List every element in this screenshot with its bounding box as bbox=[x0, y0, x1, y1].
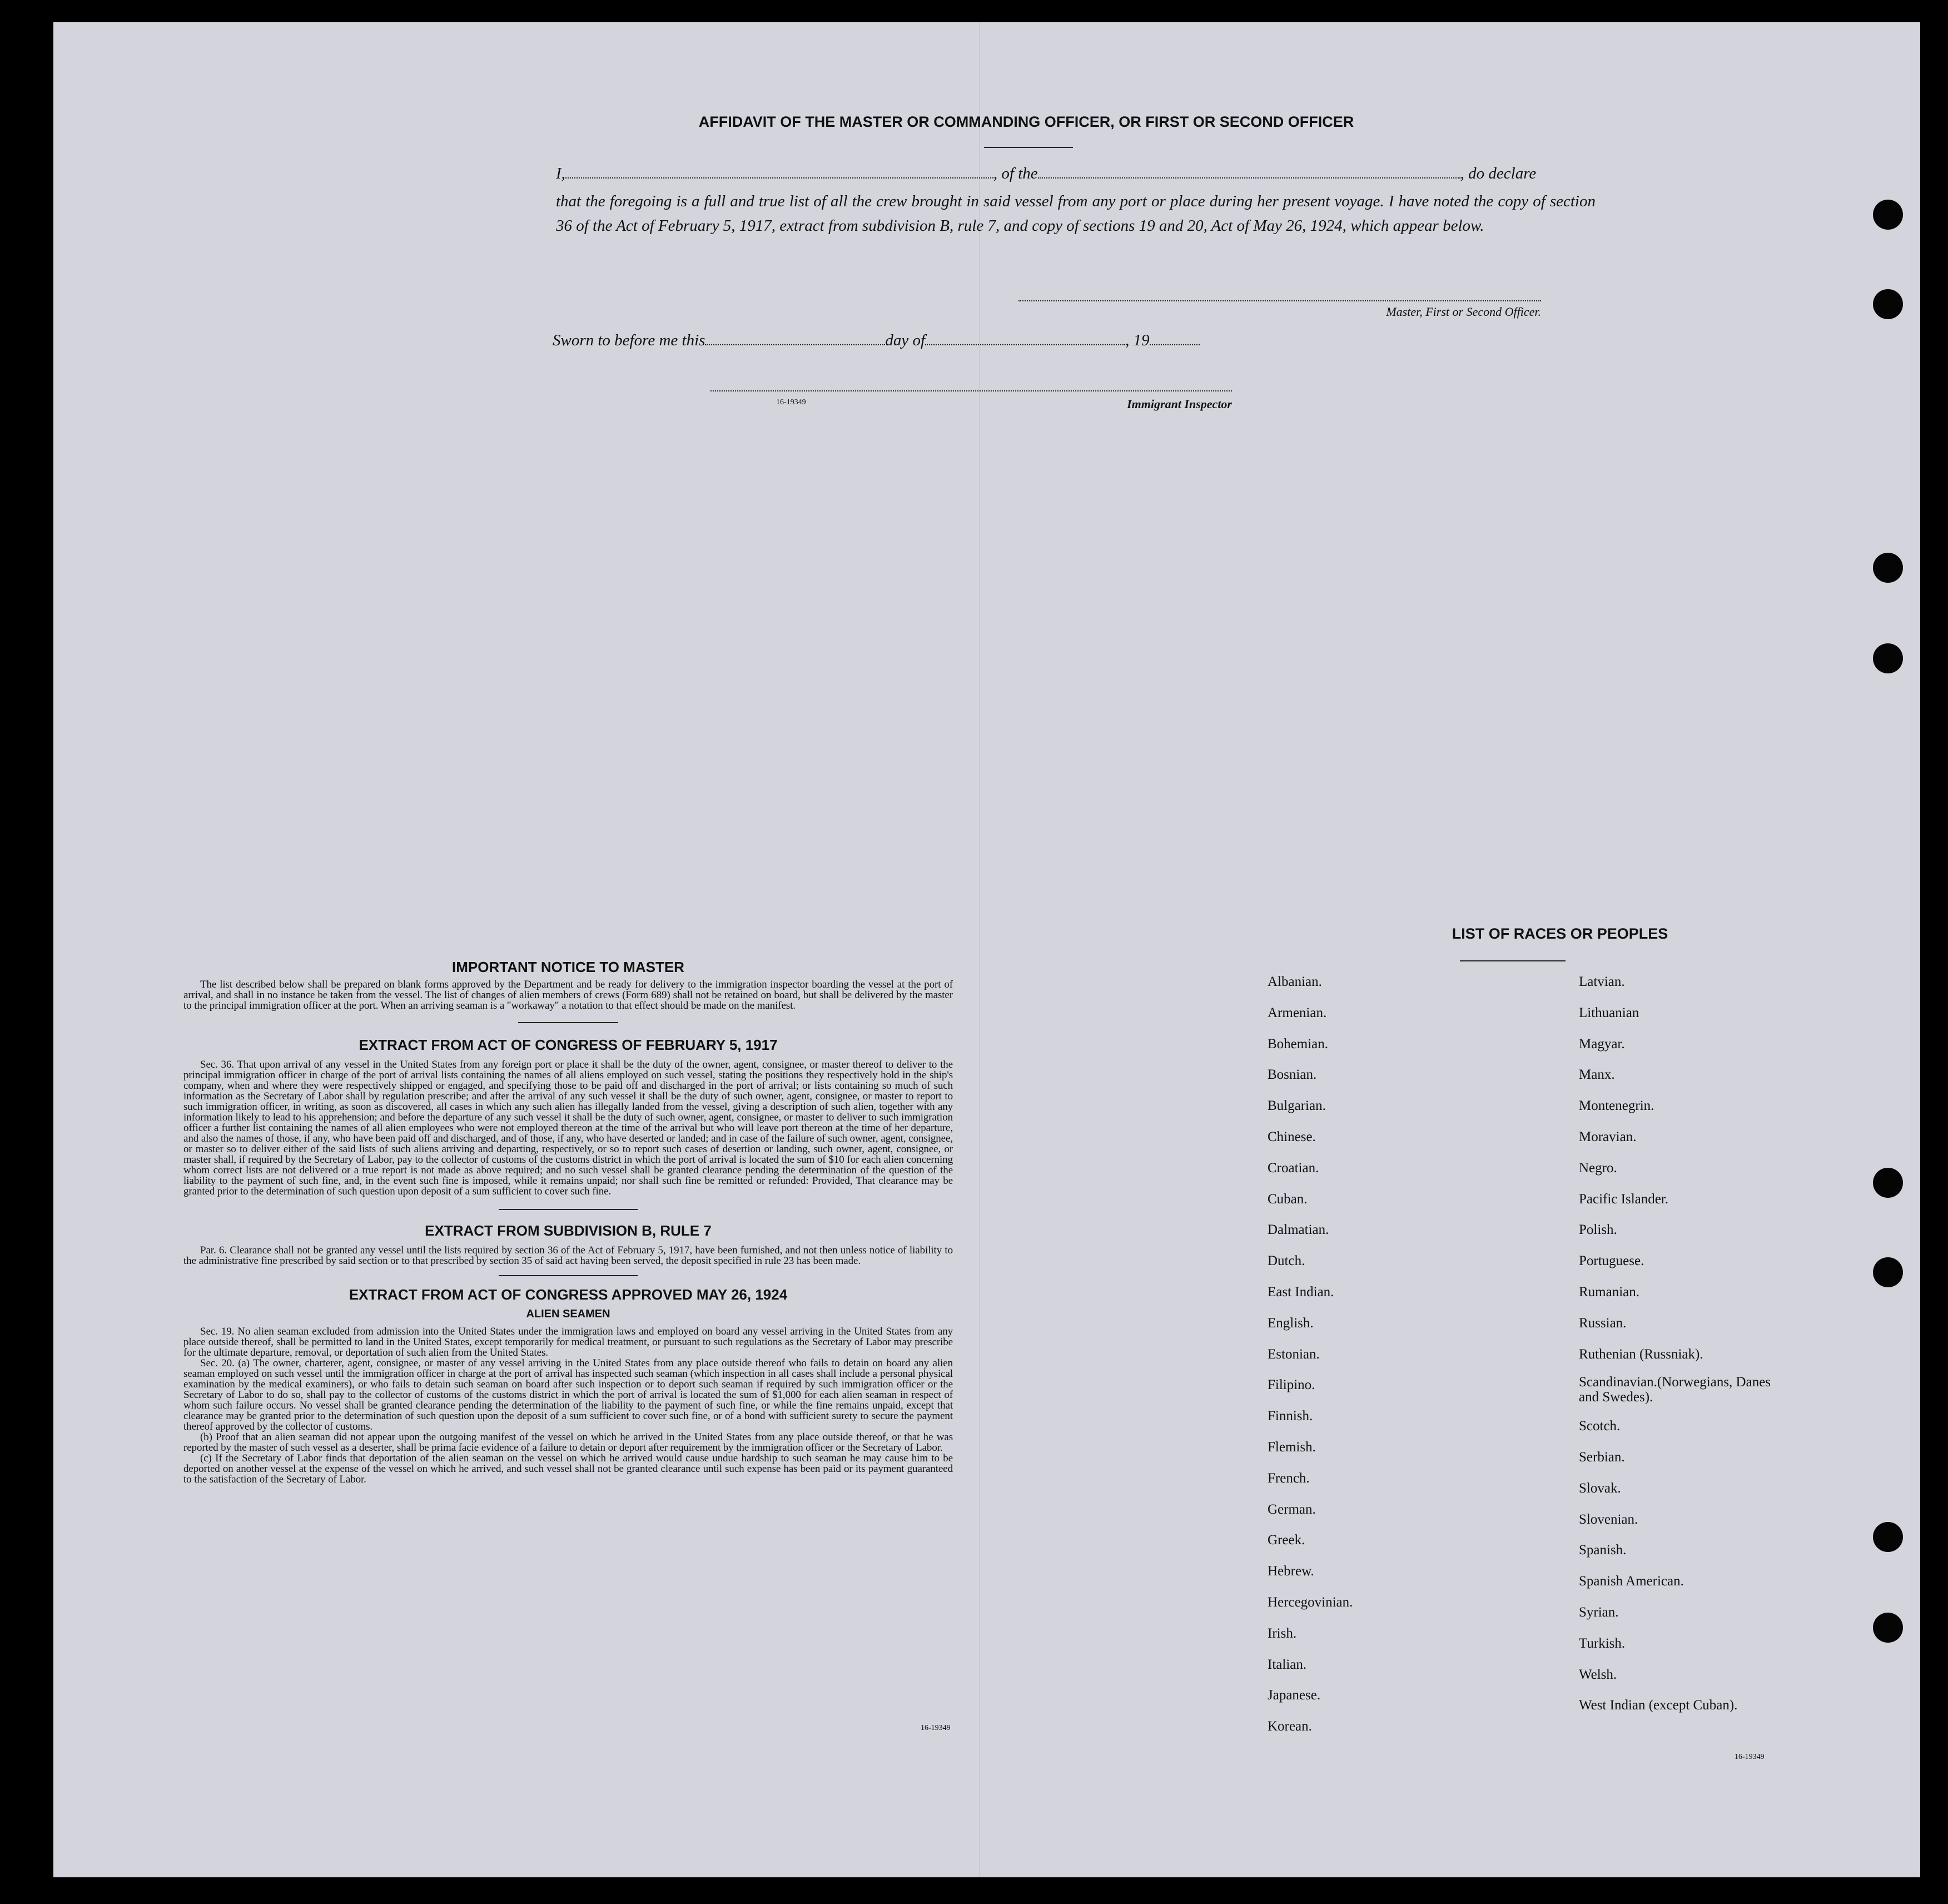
i-label: I, bbox=[556, 165, 565, 182]
punch-hole bbox=[1873, 553, 1903, 583]
race-item: West Indian (except Cuban). bbox=[1579, 1698, 1738, 1713]
race-item: Cuban. bbox=[1268, 1191, 1308, 1207]
race-item: English. bbox=[1268, 1315, 1314, 1331]
race-item: Welsh. bbox=[1579, 1667, 1617, 1682]
races-title-rule bbox=[1460, 960, 1566, 961]
race-item: Flemish. bbox=[1268, 1440, 1316, 1455]
declaration-line bbox=[539, 165, 1536, 183]
notice-title: IMPORTANT NOTICE TO MASTER bbox=[452, 959, 684, 975]
punch-hole bbox=[1873, 1257, 1903, 1287]
race-item: Chinese. bbox=[1268, 1129, 1316, 1144]
declaration-text: that the foregoing is a full and true list of all the crew brought in said vessel from any port or place during her present voyage. I have noted the copy of section 36 of the Act of February 5, 1917, extract from subdivision B, rule 7, and copy of sections 19 and 20, Act of May 26, 1924, which appear below. bbox=[556, 192, 1596, 235]
race-item: Russian. bbox=[1579, 1315, 1627, 1331]
inspector-caption: Immigrant Inspector bbox=[1127, 397, 1232, 411]
extract-1924-title: EXTRACT FROM ACT OF CONGRESS APPROVED MAY 26, 1924 bbox=[349, 1286, 788, 1303]
notice-column bbox=[183, 959, 953, 1485]
races-title: LIST OF RACES OR PEOPLES bbox=[1452, 925, 1668, 942]
affidavit-title: AFFIDAVIT OF THE MASTER OR COMMANDING OFFICER, OR FIRST OR SECOND OFFICER bbox=[698, 113, 1354, 130]
document-sheet bbox=[53, 22, 1920, 1877]
extract-1917-body: Sec. 36. That upon arrival of any vessel in the United States from any foreign port or place it shall be the duty of the owner, agent, consignee, or master thereof to deliver to the principal immigration officer in charge of the port of arrival lists containing the names of all aliens employed on such vessel, stating the positions they respectively hold in the ship's company, when and where they were respectively shipped or engaged, and specifying those to be paid off and discharged in the port of arrival; or lists containing so much of such information as the Secretary of Labor shall by regulation prescribe; and after the arrival of any such vessel it shall be the duty of such owner, agent, consignee, or master to report to such immigration officer, in writing, as soon as discovered, all cases in which any such alien has illegally landed from the vessel, giving a description of such alien, together with any information likely to lead to his apprehension; and before the departure of any such vessel it shall be the duty of such owner, agent, consignee, or master to deliver to such immigration officer a further list containing the names of all alien employees who were not employed thereon at the time of the arrival but who will leave port thereon at the time of her departure, and also the names of those, if any, who have been paid off and discharged, and of those, if any, who have deserted or landed; and in case of the failure of such owner, agent, consignee, or master so to deliver either of the said lists of such aliens arriving and departing, respectively, or so to report such cases of desertion or landing, such owner, agent, consignee, or master shall, if required by the Secretary of Labor, pay to the collector of customs of the customs district in which the port of arrival is located the sum of $10 for each alien concerning whom correct lists are not delivered or a true report is not made as above required; and no such vessel shall be granted clearance pending the determination of the question of the liability to the payment of such fine, and, in the event such fine is imposed, while it remains unpaid; nor shall such fine be remitted or refunded: Provided, That clearance may be granted prior to the determination of such question upon deposit of a sum sufficient to cover such fine. bbox=[183, 1059, 953, 1197]
master-caption: Master, First or Second Officer. bbox=[1386, 305, 1541, 319]
race-item: Spanish. bbox=[1579, 1543, 1627, 1558]
race-item: French. bbox=[1268, 1470, 1310, 1486]
form-number: 16-19349 bbox=[776, 398, 806, 406]
race-item: Dutch. bbox=[1268, 1253, 1305, 1269]
race-item: Bulgarian. bbox=[1268, 1098, 1326, 1114]
race-item: Bohemian. bbox=[1268, 1036, 1329, 1052]
race-item: Ruthenian (Russniak). bbox=[1579, 1346, 1703, 1362]
inspector-signature-line[interactable] bbox=[710, 389, 1232, 391]
race-item: Filipino. bbox=[1268, 1377, 1315, 1393]
notice-body: The list described below shall be prepared on blank forms approved by the Department and be ready for delivery to the immigration inspector boarding the vessel at the port of arrival, and shall in no instance be taken from the vessel. The list of changes of alien members of crews (Form 689) shall not be retained on board, but shall be delivered by the master to the principal immigration officer at the port. When an arriving seaman is a "workaway" a notation to that effect should be made on the manifest. bbox=[183, 979, 953, 1012]
section-rule bbox=[499, 1209, 638, 1210]
race-item: Polish. bbox=[1579, 1222, 1617, 1238]
sec-20c: (c) If the Secretary of Labor finds that deportation of the alien seaman on the vessel on which he arrived would cause undue hardship to such seaman he may cause him to be deported on another vessel at the expense of the vessel on which he arrived, and such vessel shall not be granted clearance until such expense has been paid or its payment guaranteed to the satisfaction of the Secretary of Labor. bbox=[183, 1452, 953, 1485]
race-item: Negro. bbox=[1579, 1160, 1617, 1176]
sworn-label: Sworn to before me this bbox=[553, 331, 705, 349]
master-signature-line[interactable] bbox=[1018, 299, 1541, 301]
race-item: Lithuanian bbox=[1579, 1005, 1639, 1020]
year-field[interactable] bbox=[1150, 332, 1200, 345]
punch-hole bbox=[1873, 1522, 1903, 1552]
punch-hole bbox=[1873, 289, 1903, 319]
punch-hole bbox=[1873, 1613, 1903, 1643]
race-item: Latvian. bbox=[1579, 974, 1625, 989]
race-item: Spanish American. bbox=[1579, 1574, 1684, 1589]
race-item: Hebrew. bbox=[1268, 1564, 1314, 1579]
name-field[interactable] bbox=[565, 165, 993, 178]
race-item: East Indian. bbox=[1268, 1285, 1334, 1300]
vessel-field[interactable] bbox=[1038, 165, 1460, 178]
race-item: Scotch. bbox=[1579, 1419, 1621, 1434]
race-item: Scandinavian.(Norwegians, Danes and Swedes). bbox=[1579, 1375, 1771, 1405]
race-item: Turkish. bbox=[1579, 1635, 1626, 1651]
year-label: , 19 bbox=[1125, 331, 1150, 349]
race-item: Italian. bbox=[1268, 1657, 1307, 1672]
punch-hole bbox=[1873, 200, 1903, 230]
month-field[interactable] bbox=[925, 332, 1125, 345]
extract-form-number: 16-19349 bbox=[921, 1724, 951, 1732]
do-declare-label: , do declare bbox=[1460, 165, 1537, 182]
race-item: Serbian. bbox=[1579, 1450, 1625, 1465]
sec-20b: (b) Proof that an alien seaman did not appear upon the outgoing manifest of the vessel on which he arrived in the United States from any place outside thereof, or that he was reported by the master of such vessel as a deserter, shall be prima facie evidence of a failure to detain or deport after requirement by the immigration officer or the Secretary of Labor. bbox=[183, 1431, 953, 1454]
race-item: Dalmatian. bbox=[1268, 1222, 1329, 1238]
race-item: Pacific Islander. bbox=[1579, 1191, 1669, 1207]
race-item: Albanian. bbox=[1268, 974, 1322, 989]
race-item: Finnish. bbox=[1268, 1409, 1313, 1424]
day-field[interactable] bbox=[705, 332, 885, 345]
section-rule bbox=[499, 1275, 638, 1276]
day-of-label: day of bbox=[885, 331, 926, 349]
race-item: Armenian. bbox=[1268, 1005, 1327, 1020]
race-item: Manx. bbox=[1579, 1067, 1615, 1083]
page-fold bbox=[979, 22, 980, 1877]
race-item: Japanese. bbox=[1268, 1688, 1321, 1703]
extract-1924-subtitle: ALIEN SEAMEN bbox=[526, 1308, 610, 1320]
punch-hole bbox=[1873, 643, 1903, 673]
sec-19: Sec. 19. No alien seaman excluded from admission into the United States under the immigration laws and employed on board any vessel arriving in the United States from any place outside thereof, shall be permitted to land in the United States, except temporarily for medical treatment, or pursuant to such regulations as the Secretary of Labor may prescribe for the ultimate departure, removal, or deportation of such alien from the United States. bbox=[183, 1326, 953, 1358]
race-item: Rumanian. bbox=[1579, 1285, 1640, 1300]
title-rule bbox=[984, 147, 1073, 148]
race-item: Hercegovinian. bbox=[1268, 1595, 1353, 1610]
race-item: Montenegrin. bbox=[1579, 1098, 1654, 1114]
punch-hole bbox=[1873, 1168, 1903, 1198]
race-item: Moravian. bbox=[1579, 1129, 1637, 1144]
section-rule bbox=[518, 1022, 618, 1023]
extract-rule7-body: Par. 6. Clearance shall not be granted any vessel until the lists required by section 36 of the Act of February 5, 1917, have been furnished, and not then unless notice of liability to the administrative fine prescribed by said section or to that prescribed by section 35 of said act having been served, the deposit specified in rule 23 has been made. bbox=[183, 1244, 953, 1267]
race-item: Bosnian. bbox=[1268, 1067, 1317, 1083]
sworn-line bbox=[553, 331, 1200, 350]
of-the-label: , of the bbox=[993, 165, 1038, 182]
race-item: Irish. bbox=[1268, 1625, 1297, 1641]
sec-20a: Sec. 20. (a) The owner, charterer, agent, consignee, or master of any vessel arriving in the United States from any place outside thereof who fails to detain on board any alien seaman employed on such vessel until the immigration officer in charge at the port of arrival has inspected such seaman (which inspection in all cases shall include a personal physical examination by the medical examiners), or who fails to detain such seaman on board after such inspection or to deport such seaman if required by such immigration officer or the Secretary of Labor to do so, shall pay to the collector of customs of the customs district in which the port of arrival is located the sum of $1,000 for each alien seaman in respect of whom such failure occurs. No vessel shall be granted clearance pending the determination of the liability to the payment of such fine, or while the fine remains unpaid, except that clearance may be granted prior to the determination of such question upon the deposit of a sum sufficient to cover such fine, or of a bond with sufficient surety to secure the payment thereof approved by the collector of customs. bbox=[183, 1357, 953, 1432]
race-item: Greek. bbox=[1268, 1533, 1305, 1548]
race-item: Slovenian. bbox=[1579, 1511, 1638, 1527]
race-item: Syrian. bbox=[1579, 1605, 1619, 1620]
race-item: Slovak. bbox=[1579, 1480, 1621, 1496]
race-item: Croatian. bbox=[1268, 1160, 1319, 1176]
race-item: German. bbox=[1268, 1501, 1316, 1517]
race-item: Estonian. bbox=[1268, 1346, 1320, 1362]
race-item: Portuguese. bbox=[1579, 1253, 1644, 1269]
race-item: Korean. bbox=[1268, 1719, 1312, 1734]
extract-rule7-title: EXTRACT FROM SUBDIVISION B, RULE 7 bbox=[425, 1222, 712, 1239]
races-form-number: 16-19349 bbox=[1735, 1753, 1765, 1761]
extract-1917-title: EXTRACT FROM ACT OF CONGRESS OF FEBRUARY 5, 1917 bbox=[359, 1037, 778, 1053]
race-item: Magyar. bbox=[1579, 1036, 1625, 1052]
